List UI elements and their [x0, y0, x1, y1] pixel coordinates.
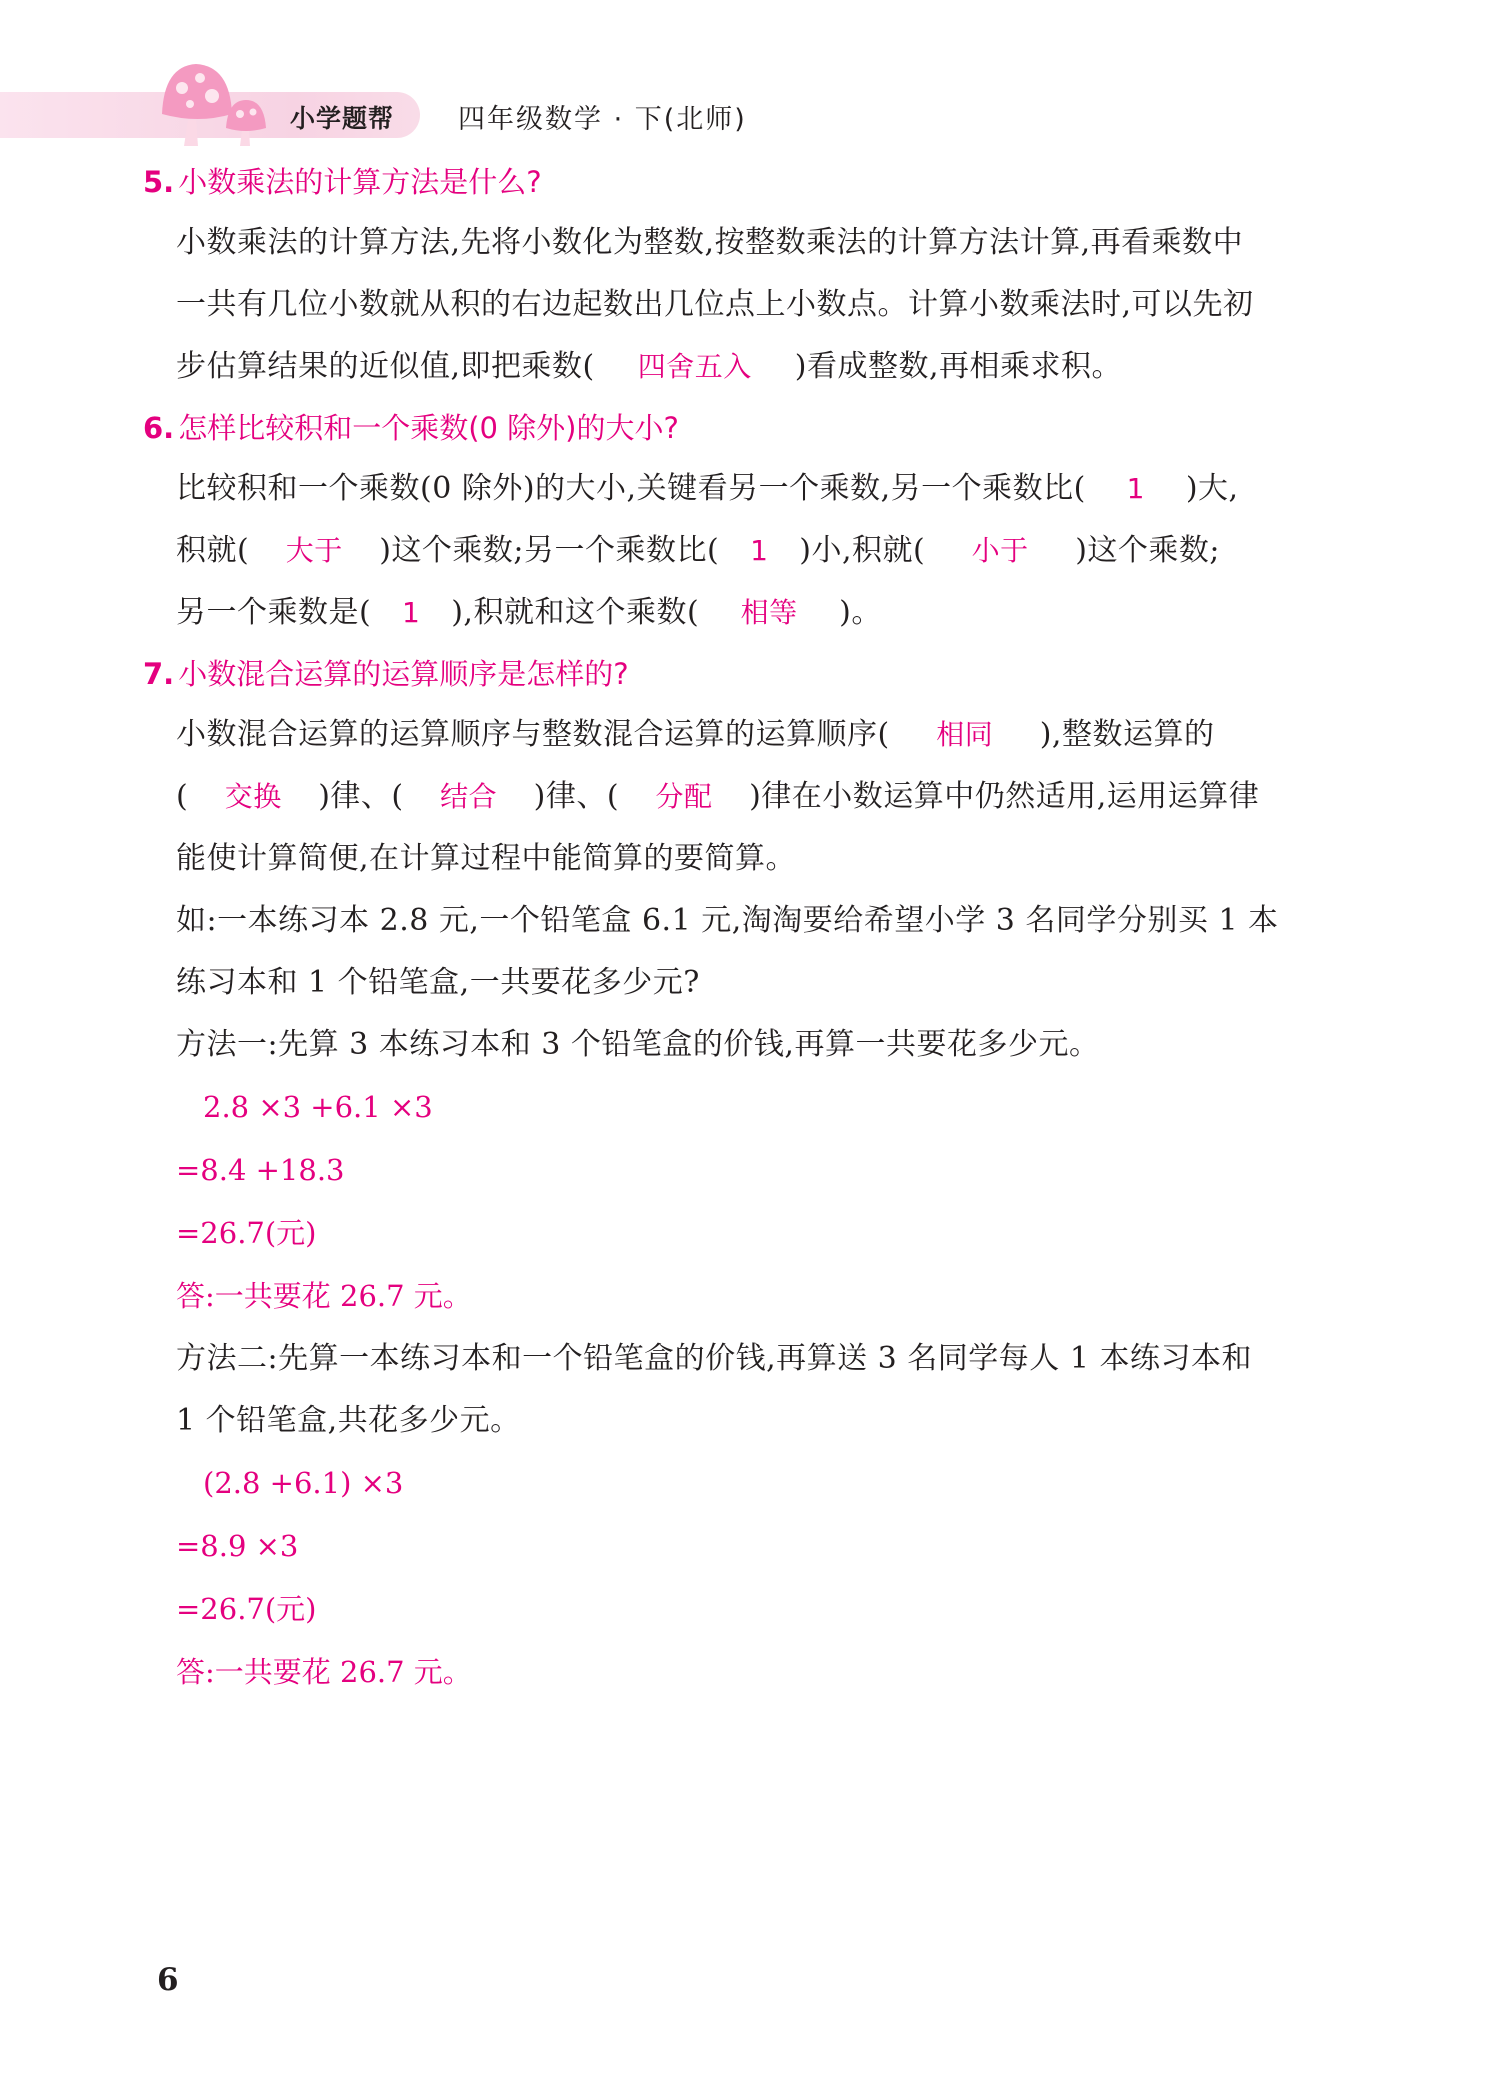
calc-step: (2.8 +6.1) ×3 — [203, 1466, 404, 1500]
q7-line-1 — [176, 704, 1363, 766]
answer-fill: 小于 — [971, 534, 1029, 567]
answer-fill: 四舍五入 — [637, 350, 752, 383]
calc-step: =26.7(元) — [176, 1592, 317, 1626]
text: 比较积和一个乘数(0 除外)的大小,关键看另一个乘数,另一个乘数比( — [176, 471, 1086, 506]
question-number: 7. — [143, 657, 175, 691]
brand-name: 小学题帮 — [290, 104, 395, 133]
q6-line-1 — [176, 458, 1363, 520]
text: )律、( — [318, 779, 404, 814]
text: 积就( — [176, 533, 250, 568]
q5-line-1: 小数乘法的计算方法,先将小数化为整数,按整数乘法的计算方法计算,再看乘数中 — [176, 225, 1244, 260]
page-content — [143, 152, 1363, 1704]
question-7-title — [143, 644, 1363, 704]
method-1: 方法一:先算 3 本练习本和 3 个铅笔盒的价钱,再算一共要花多少元。 — [176, 1027, 1100, 1062]
question-text: 怎样比较积和一个乘数(0 除外)的大小? — [178, 411, 679, 445]
q6-line-2 — [176, 520, 1363, 582]
text: ),积就和这个乘数( — [451, 595, 700, 630]
calc-step: =8.9 ×3 — [176, 1529, 299, 1563]
question-number: 5. — [143, 165, 175, 199]
calc-step: =26.7(元) — [176, 1216, 317, 1250]
page-number: 6 — [157, 1962, 179, 1998]
example-line-1: 如:一本练习本 2.8 元,一个铅笔盒 6.1 元,淘淘要给希望小学 3 名同学分别买 1 本 — [176, 903, 1279, 938]
answer-fill: 结合 — [440, 780, 498, 813]
question-text: 小数乘法的计算方法是什么? — [178, 165, 542, 199]
text: 小数混合运算的运算顺序与整数混合运算的运算顺序( — [176, 717, 890, 752]
q7-line-3: 能使计算简便,在计算过程中能简算的要简算。 — [176, 841, 797, 876]
mushroom-logo-icon — [160, 54, 310, 150]
answer-fill: 大于 — [285, 534, 343, 567]
text: ( — [176, 779, 189, 814]
text: ),整数运算的 — [1039, 717, 1215, 752]
text: )律、( — [533, 779, 620, 814]
answer-fill: 相等 — [740, 596, 798, 629]
example-line-2: 练习本和 1 个铅笔盒,一共要花多少元? — [176, 965, 700, 1000]
text: )律在小数运算中仍然适用,运用运算律 — [749, 779, 1260, 814]
method-2-line-2: 1 个铅笔盒,共花多少元。 — [176, 1403, 521, 1438]
answer-fill: 1 — [402, 596, 421, 629]
method-2-line-1: 方法二:先算一本练习本和一个铅笔盒的价钱,再算送 3 名同学每人 1 本练习本和 — [176, 1341, 1252, 1376]
answer-fill: 1 — [750, 534, 769, 567]
book-title: 四年级数学 · 下(北师) — [458, 104, 747, 135]
question-6-title — [143, 398, 1363, 458]
answer-fill: 交换 — [224, 780, 282, 813]
text: 步估算结果的近似值,即把乘数( — [176, 349, 595, 384]
answer-fill: 分配 — [655, 780, 713, 813]
q5-line-2: 一共有几位小数就从积的右边起数出几位点上小数点。计算小数乘法时,可以先初 — [176, 287, 1254, 322]
q5-line-3 — [176, 336, 1363, 398]
question-text: 小数混合运算的运算顺序是怎样的? — [178, 657, 629, 691]
calc-step: =8.4 +18.3 — [176, 1153, 345, 1187]
method-2-answer: 答:一共要花 26.7 元。 — [176, 1655, 472, 1689]
answer-fill: 相同 — [936, 718, 994, 751]
q6-line-3 — [176, 582, 1363, 644]
q7-line-2 — [176, 766, 1363, 828]
text: )这个乘数;另一个乘数比( — [379, 533, 720, 568]
method-1-answer: 答:一共要花 26.7 元。 — [176, 1279, 472, 1313]
text: )看成整数,再相乘求积。 — [794, 349, 1122, 384]
text: )小,积就( — [799, 533, 926, 568]
text: )大, — [1185, 471, 1239, 506]
text: )。 — [839, 595, 882, 630]
question-number: 6. — [143, 411, 175, 445]
calc-step: 2.8 ×3 +6.1 ×3 — [203, 1090, 433, 1124]
text: 另一个乘数是( — [176, 595, 372, 630]
text: )这个乘数; — [1075, 533, 1220, 568]
answer-fill: 1 — [1126, 472, 1145, 505]
question-5-title — [143, 152, 1363, 212]
